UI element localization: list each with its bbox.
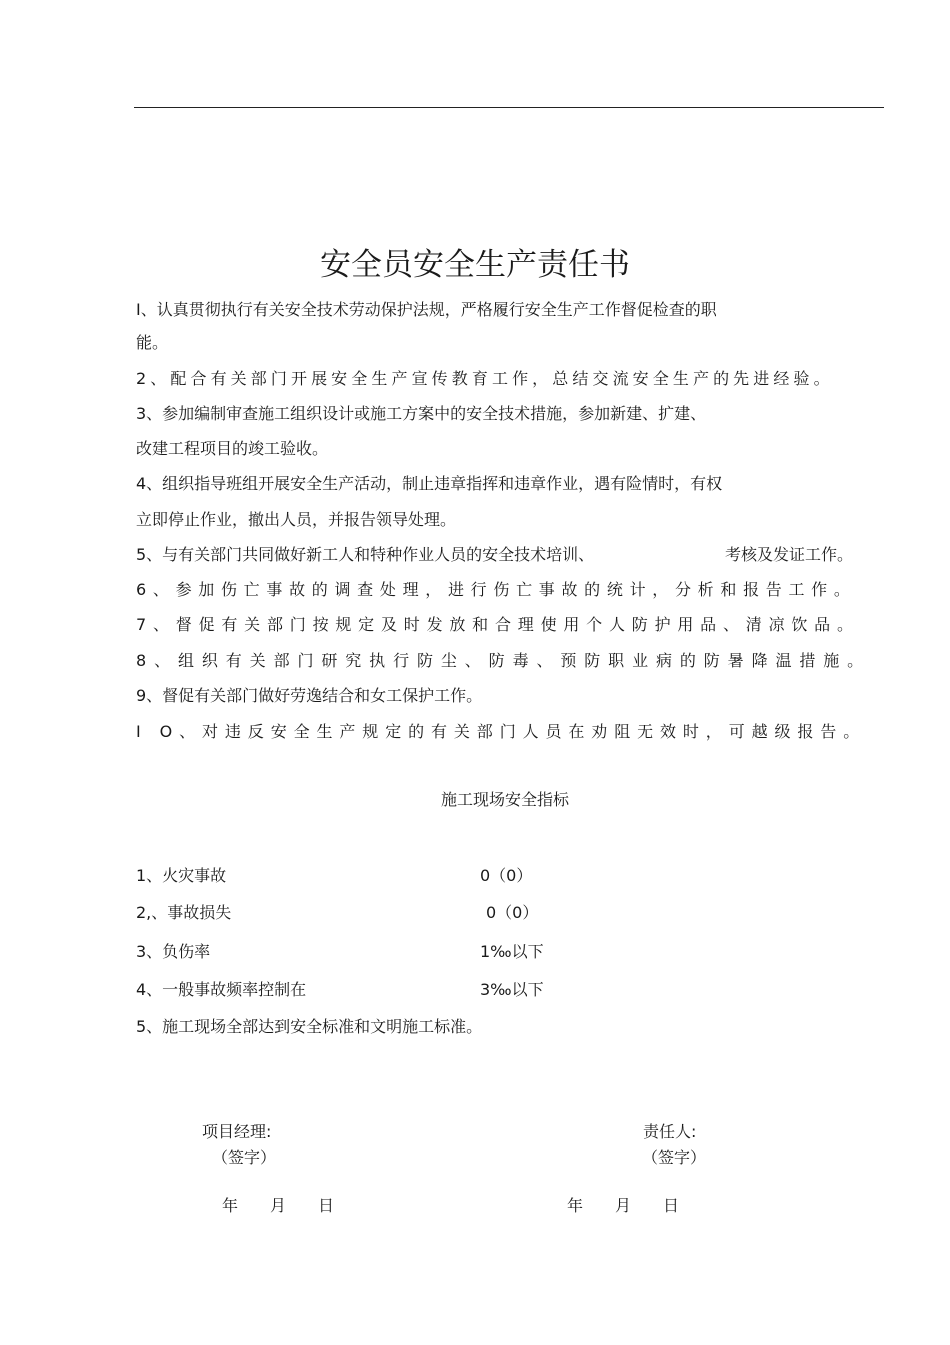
project-manager-label: 项目经理: [202, 1122, 272, 1141]
indicator-2-label: 2,、事故损失 [136, 903, 232, 922]
duty-3-line-2: 改建工程项目的竣工验收。 [136, 439, 329, 458]
indicator-1-value: 0（0） [480, 866, 533, 885]
right-date-year: 年 [567, 1196, 584, 1215]
right-date-month: 月 [615, 1196, 632, 1215]
duty-5-line-1: 5、与有关部门共同做好新工人和特种作业人员的安全技术培训、 [136, 545, 595, 564]
left-date-month: 月 [270, 1196, 287, 1215]
duty-10: I O、对违反安全生产规定的有关部门人员在劝阻无效时，可越级报告。 [136, 722, 867, 741]
duty-1-line-1: I、认真贯彻执行有关安全技术劳动保护法规，严格履行安全生产工作督促检查的职 [136, 300, 717, 319]
duty-6: 6、参加伤亡事故的调查处理，进行伤亡事故的统计，分析和报告工作。 [136, 580, 857, 599]
indicators-heading: 施工现场安全指标 [440, 790, 569, 809]
indicator-4-value: 3‰以下 [480, 980, 544, 999]
duty-1-line-2: 能。 [136, 333, 169, 352]
duty-7: 7、督促有关部门按规定及时发放和合理使用个人防护用品、清凉饮品。 [136, 615, 860, 634]
duty-9: 9、督促有关部门做好劳逸结合和女工保护工作。 [136, 686, 483, 705]
duty-3-line-1: 3、参加编制审查施工组织设计或施工方案中的安全技术措施，参加新建、扩建、 [136, 404, 707, 423]
left-date-year: 年 [222, 1196, 239, 1215]
document-title: 安全员安全生产责任书 [320, 247, 630, 283]
responsible-person-sign-note: （签字） [642, 1148, 707, 1167]
indicator-3-label: 3、负伤率 [136, 942, 211, 961]
left-date-day: 日 [318, 1196, 335, 1215]
responsible-person-label: 责任人: [643, 1122, 697, 1141]
indicator-4-label: 4、一般事故频率控制在 [136, 980, 307, 999]
project-manager-sign-note: （签字） [212, 1148, 277, 1167]
indicator-5-label: 5、施工现场全部达到安全标准和文明施工标准。 [136, 1017, 483, 1036]
duty-4-line-2: 立即停止作业，撤出人员，并报告领导处理。 [136, 510, 457, 529]
duty-8: 8、组织有关部门研究执行防尘、防毒、预防职业病的防暑降温措施。 [136, 651, 872, 670]
indicator-2-value: 0（0） [486, 903, 539, 922]
indicator-1-label: 1、火灾事故 [136, 866, 227, 885]
duty-4-line-1: 4、组织指导班组开展安全生产活动，制止违章指挥和违章作业，遇有险情时，有权 [136, 474, 723, 493]
duty-5-line-2: 考核及发证工作。 [725, 545, 854, 564]
indicator-3-value: 1‰以下 [480, 942, 544, 961]
right-date-day: 日 [663, 1196, 680, 1215]
header-rule [134, 107, 884, 108]
duty-2: 2、配合有关部门开展安全生产宣传教育工作，总结交流安全生产的先进经验。 [136, 369, 834, 388]
